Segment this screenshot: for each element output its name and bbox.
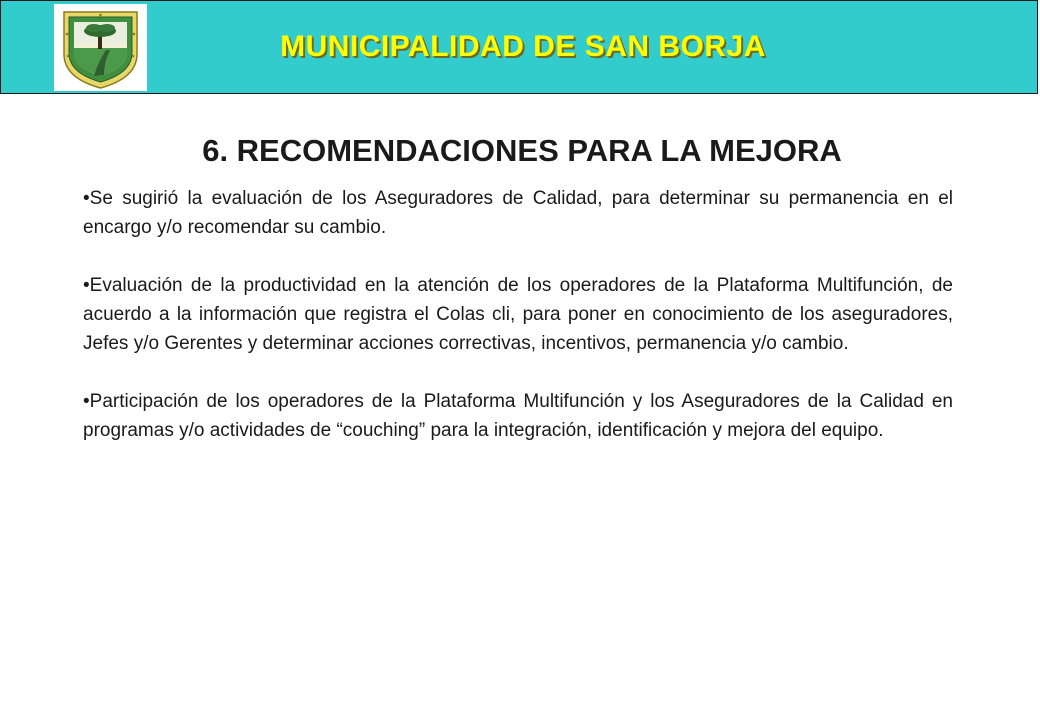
recommendation-item: •Evaluación de la productividad en la atención de los operadores de la Plataforma Multifunción, de acuerdo a la información que registra el Colas cli, para poner en conocimiento de los aseguradores, Jefes y/o Gerentes y determinar acciones correctivas, incentivos, permanencia y/o cambio. (83, 275, 953, 354)
recommendations-list (83, 184, 953, 445)
recommendation-item: •Participación de los operadores de la Plataforma Multifunción y los Aseguradores de la Calidad en programas y/o actividades de “couching” para la integración, identificación y mejora del equipo. (83, 391, 953, 441)
recommendation-item: •Se sugirió la evaluación de los Aseguradores de Calidad, para determinar su permanencia en el encargo y/o recomendar su cambio. (83, 188, 953, 238)
section-title: 6. RECOMENDACIONES PARA LA MEJORA (202, 133, 842, 168)
header-title: MUNICIPALIDAD DE SAN BORJA (280, 30, 766, 63)
header-banner (0, 0, 1038, 94)
